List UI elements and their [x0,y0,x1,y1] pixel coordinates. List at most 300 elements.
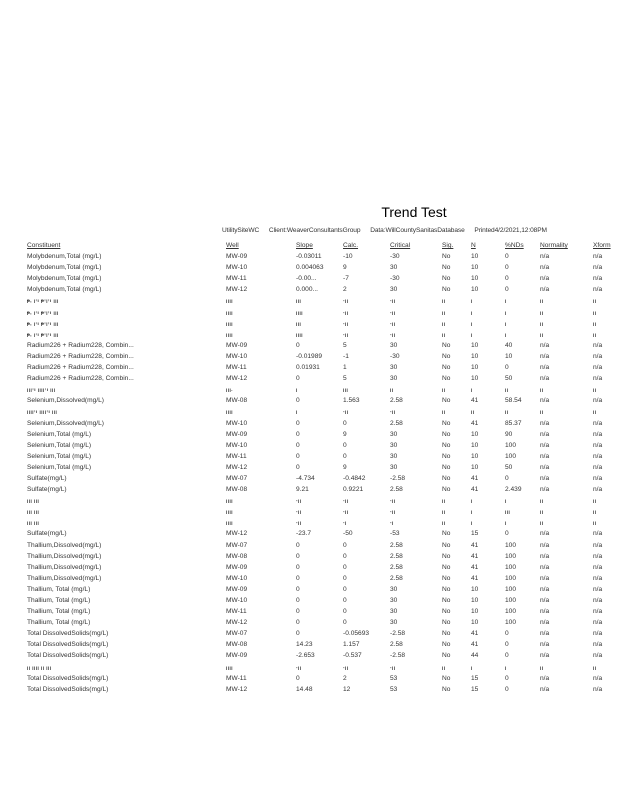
cell-sig: No [442,552,451,560]
cell-xform: ꞁꞁ [593,320,597,326]
cell-calc: 0.9221 [343,486,364,494]
cell-slope: 0 [296,552,300,560]
cell-sig: No [442,264,451,272]
cell-xform: n/a [593,430,603,438]
cell-sig: No [442,486,451,494]
cell-n: 41 [471,541,479,549]
cell-n: ꞁ [471,298,473,304]
column-header-well: Well [226,242,239,249]
cell-n: 10 [471,608,479,616]
cell-critical: 30 [390,619,398,627]
cell-critical: -ꞁꞁ [390,331,396,337]
cell-constituent: Total DissolvedSolids(mg/L) [27,674,109,682]
cell-slope: ꞁꞁꞁꞁ [296,331,304,337]
cell-well: MW-09 [226,430,248,438]
cell-slope: 0.000... [296,286,318,294]
cell-normality: n/a [540,286,550,294]
cell-constituent: Thallium,Dissolved(mg/L) [27,552,102,560]
cell-sig: No [442,608,451,616]
cell-well: MW-12 [226,619,248,627]
cell-constituent: Molybdenum,Total (mg/L) [27,275,102,283]
cell-pct-nds: 100 [505,597,517,604]
cell-normality: n/a [540,452,550,460]
cell-xform: n/a [593,474,603,482]
cell-pct-nds: ꞁ [505,498,507,504]
table-row [27,295,617,306]
cell-well: MW-11 [226,364,247,372]
cell-pct-nds: 100 [505,452,517,460]
table-row [27,362,617,373]
table-row [27,418,617,429]
table-row [27,684,617,695]
cell-critical: -ꞁꞁ [390,320,396,326]
cell-sig: ꞁꞁ [442,509,446,515]
table-row [27,628,617,639]
cell-well: MW-10 [226,441,248,449]
cell-n: 41 [471,641,479,649]
table-header [27,240,617,251]
cell-critical: -53 [390,530,400,538]
cell-calc: -ꞁꞁ [343,331,349,337]
cell-slope: 0 [296,463,300,471]
cell-normality: n/a [540,474,550,482]
cell-pct-nds: 100 [505,574,517,582]
table-row [27,551,617,562]
cell-calc: 9 [343,430,347,438]
cell-xform: n/a [593,630,603,638]
cell-critical: 30 [390,608,398,616]
cell-calc: -0.537 [343,652,362,660]
cell-constituent: Thallium,Dissolved(mg/L) [27,541,102,549]
cell-calc: -50 [343,530,353,538]
cell-well: MW-11 [226,608,247,616]
cell-critical: 30 [390,364,398,372]
cell-well: MW-07 [226,541,248,549]
cell-n: 10 [471,253,479,261]
cell-constituent: ꞁꞁꞁ꞉ı ꞁꞁꞁꞁ꞉ı ꞁꞁꞁ [27,387,56,393]
cell-constituent: Selenium,Dissolved(mg/L) [27,419,104,427]
cell-well: MW-12 [226,685,248,693]
cell-well: ꞁꞁꞁꞁ [226,309,234,315]
cell-sig: No [442,441,451,449]
cell-calc: 0 [343,585,347,593]
cell-well: MW-11 [226,275,247,283]
cell-normality: n/a [540,375,550,383]
cell-sig: No [442,474,451,482]
cell-xform: n/a [593,563,603,571]
cell-normality: n/a [540,685,550,693]
cell-pct-nds: 50 [505,375,513,383]
cell-constituent: Thallium,Dissolved(mg/L) [27,563,102,571]
cell-xform: n/a [593,253,603,261]
cell-constituent: Thallium,Dissolved(mg/L) [27,574,102,582]
cell-xform: n/a [593,585,603,593]
cell-constituent: Sulfate(mg/L) [27,530,67,538]
cell-n: 41 [471,486,479,494]
cell-calc: 2 [343,674,347,682]
cell-slope: -0.03011 [296,253,322,261]
cell-n: 41 [471,397,479,405]
cell-n: 44 [471,652,479,660]
cell-well: MW-10 [226,597,248,604]
cell-pct-nds: ꞁ [505,664,507,670]
cell-xform: n/a [593,452,603,460]
cell-constituent: Radium226 + Radium228, Combin... [27,375,134,383]
cell-calc: -ꞁꞁ [343,309,349,315]
cell-calc: -10 [343,253,353,261]
cell-pct-nds: 100 [505,619,517,627]
cell-slope: 0 [296,630,300,638]
cell-constituent: ꞁꞁꞁ ꞁꞁꞁ [27,498,40,504]
cell-constituent: Selenium,Total (mg/L) [27,441,92,449]
table-row [27,517,617,528]
cell-normality: n/a [540,253,550,261]
cell-normality: n/a [540,486,550,494]
cell-normality: n/a [540,264,550,272]
cell-normality: n/a [540,341,550,349]
cell-pct-nds: 0 [505,286,509,294]
cell-xform: n/a [593,264,603,272]
cell-normality: ꞁꞁ [540,664,544,670]
cell-pct-nds: 0 [505,264,509,272]
cell-well: MW-09 [226,341,248,349]
cell-well: MW-10 [226,264,248,272]
cell-normality: ꞁꞁ [540,309,544,315]
cell-critical: 30 [390,597,398,604]
table-row [27,307,617,318]
cell-xform: n/a [593,608,603,616]
cell-xform: n/a [593,441,603,449]
table-row [27,273,617,284]
cell-slope: 14.23 [296,641,313,649]
cell-sig: ꞁꞁ [442,664,446,670]
column-header-slope: Slope [296,242,313,249]
cell-xform: ꞁꞁ [593,309,597,315]
cell-slope: -2.653 [296,652,315,660]
cell-pct-nds: 58.54 [505,397,522,405]
cell-calc: 0 [343,541,347,549]
cell-xform: n/a [593,352,603,360]
cell-sig: ꞁꞁ [442,320,446,326]
cell-sig: ꞁꞁ [442,298,446,304]
cell-critical: 2.58 [390,419,403,427]
cell-critical: -ꞁꞁ [390,409,396,415]
cell-constituent: Selenium,Total (mg/L) [27,463,92,471]
cell-slope: -ꞁꞁ [296,520,302,526]
cell-n: 10 [471,375,479,383]
cell-calc: -7 [343,275,349,283]
cell-constituent: Molybdenum,Total (mg/L) [27,264,102,272]
table-row [27,429,617,440]
cell-calc: 2 [343,286,347,294]
cell-slope: 0 [296,441,300,449]
cell-calc: 0 [343,441,347,449]
table-row [27,506,617,517]
table-row [27,473,617,484]
cell-well: ꞁꞁꞁꞁ [226,320,234,326]
cell-well: MW-07 [226,474,248,482]
cell-slope: 0 [296,452,300,460]
cell-xform: ꞁꞁ [593,387,597,393]
cell-well: ꞁꞁꞁꞁ [226,520,234,526]
cell-slope: 0 [296,608,300,616]
cell-well: MW-10 [226,574,248,582]
cell-pct-nds: 0 [505,364,509,372]
cell-xform: n/a [593,652,603,660]
cell-xform: n/a [593,364,603,372]
cell-sig: No [442,597,451,604]
cell-n: ꞁ [471,664,473,670]
cell-pct-nds: ꞁ [505,298,507,304]
cell-sig: No [442,352,451,360]
cell-normality: n/a [540,641,550,649]
cell-n: 10 [471,441,479,449]
table-row [27,462,617,473]
cell-slope: ꞁ [296,387,298,393]
cell-pct-nds: 0 [505,530,509,538]
table-row [27,451,617,462]
cell-normality: n/a [540,541,550,549]
cell-calc: 0 [343,552,347,560]
cell-normality: n/a [540,674,550,682]
cell-pct-nds: 90 [505,430,513,438]
cell-slope: 0 [296,597,300,604]
cell-n: 10 [471,264,479,272]
cell-calc: 12 [343,685,351,693]
cell-normality: ꞁꞁ [540,409,544,415]
cell-well: ꞁꞁꞁꞁ [226,498,234,504]
cell-calc: 5 [343,341,347,349]
cell-critical: 53 [390,685,398,693]
cell-xform: ꞁꞁ [593,409,597,415]
cell-slope: 0 [296,674,300,682]
cell-critical: 2.58 [390,552,403,560]
cell-n: 41 [471,574,479,582]
cell-sig: No [442,585,451,593]
cell-sig: No [442,375,451,383]
cell-normality: n/a [540,552,550,560]
cell-constituent: Radium226 + Radium228, Combin... [27,352,134,360]
cell-slope: 0 [296,419,300,427]
cell-xform: n/a [593,397,603,405]
cell-sig: No [442,574,451,582]
cell-well: MW-09 [226,585,248,593]
cell-pct-nds: 0 [505,685,509,693]
cell-n: 41 [471,630,479,638]
cell-n: ꞁ [471,509,473,515]
cell-pct-nds: 0 [505,253,509,261]
table-row [27,284,617,295]
cell-calc: -0.05693 [343,630,370,638]
cell-critical: -30 [390,275,400,283]
cell-pct-nds: 0 [505,474,509,482]
cell-slope: 9.21 [296,486,309,494]
table-row [27,340,617,351]
cell-constituent: Total DissolvedSolids(mg/L) [27,685,109,693]
cell-sig: No [442,674,451,682]
cell-xform: ꞁꞁ [593,520,597,526]
cell-normality: n/a [540,630,550,638]
cell-calc: 0 [343,619,347,627]
cell-n: 10 [471,275,479,283]
cell-critical: -30 [390,253,400,261]
table-row [27,584,617,595]
table-row [27,318,617,329]
cell-normality: ꞁꞁ [540,298,544,304]
cell-normality: n/a [540,364,550,372]
cell-slope: 0 [296,541,300,549]
cell-pct-nds: 50 [505,463,513,471]
cell-calc: 9 [343,463,347,471]
column-header-pct-nds: %NDs [505,242,524,249]
cell-n: 10 [471,352,479,360]
cell-xform: ꞁꞁ [593,331,597,337]
cell-xform: n/a [593,286,603,294]
cell-slope: ꞁ [296,409,298,415]
client-label: Client:WeaverConsultantsGroup [268,227,361,234]
cell-slope: 0 [296,563,300,571]
cell-well: MW-08 [226,486,248,494]
cell-xform: n/a [593,552,603,560]
cell-normality: ꞁꞁ [540,498,544,504]
cell-slope: -4.734 [296,474,315,482]
cell-pct-nds: 100 [505,608,517,616]
cell-sig: No [442,685,451,693]
cell-pct-nds: 0 [505,630,509,638]
cell-well: MW-08 [226,397,248,405]
cell-pct-nds: 40 [505,341,513,349]
cell-critical: 30 [390,341,398,349]
cell-n: ꞁ [471,309,473,315]
table-row [27,373,617,384]
cell-constituent: Selenium,Dissolved(mg/L) [27,397,104,405]
cell-normality: n/a [540,574,550,582]
cell-pct-nds: 2.439 [505,486,522,494]
cell-pct-nds: ꞁ [505,331,507,337]
cell-calc: 1.157 [343,641,360,649]
table-row [27,262,617,273]
site-label: UtilitySiteWC [222,227,260,234]
table-row [27,384,617,395]
cell-normality: ꞁꞁ [540,320,544,326]
cell-critical: 30 [390,585,398,593]
cell-slope: ꞁꞁꞁ [296,320,302,326]
table-row [27,562,617,573]
table-body [27,251,617,695]
cell-pct-nds: ꞁꞁ [505,409,509,415]
cell-critical: 30 [390,375,398,383]
cell-well: MW-08 [226,552,248,560]
cell-critical: 30 [390,463,398,471]
cell-sig: No [442,541,451,549]
cell-sig: No [442,341,451,349]
cell-slope: -0.00... [296,275,317,283]
cell-constituent: Molybdenum,Total (mg/L) [27,253,102,261]
cell-xform: ꞁꞁ [593,509,597,515]
report-title: Trend Test [381,204,447,220]
cell-n: 10 [471,585,479,593]
cell-constituent: Radium226 + Radium228, Combin... [27,364,134,372]
cell-slope: 0 [296,585,300,593]
cell-calc: -ꞁꞁ [343,409,349,415]
cell-pct-nds: ꞁ [505,309,507,315]
cell-well: ꞁꞁꞁꞁ [226,509,234,515]
table-row [27,540,617,551]
cell-well: MW-09 [226,253,248,261]
cell-critical: -ꞁꞁ [390,498,396,504]
cell-slope: 0.01931 [296,364,320,372]
cell-well: ꞁꞁꞁꞁ [226,409,234,415]
cell-xform: n/a [593,541,603,549]
cell-critical: -ꞁꞁ [390,509,396,515]
cell-pct-nds: ꞁ [505,520,507,526]
cell-sig: No [442,630,451,638]
cell-sig: No [442,364,451,372]
cell-xform: ꞁꞁ [593,664,597,670]
cell-well: MW-12 [226,530,248,538]
cell-critical: 30 [390,264,398,272]
cell-constituent: ꞁꞁꞁ ꞁꞁꞁ [27,509,40,515]
cell-calc: -ꞁꞁ [343,509,349,515]
cell-normality: ꞁꞁ [540,387,544,393]
cell-sig: No [442,430,451,438]
report-meta [222,227,555,234]
table-row [27,440,617,451]
cell-well: MW-10 [226,352,248,360]
cell-sig: ꞁꞁ [442,309,446,315]
cell-n: 10 [471,619,479,627]
cell-xform: n/a [593,641,603,649]
cell-sig: ꞁꞁ [442,331,446,337]
cell-n: 10 [471,452,479,460]
cell-critical: -ꞁꞁ [390,664,396,670]
cell-constituent: Radium226 + Radium228, Combin... [27,341,134,349]
table-row [27,329,617,340]
table-row [27,251,617,262]
cell-calc: 9 [343,264,347,272]
cell-constituent: Thallium, Total (mg/L) [27,597,91,604]
cell-critical: 30 [390,286,398,294]
cell-normality: n/a [540,597,550,604]
cell-constituent: Thallium, Total (mg/L) [27,608,91,616]
cell-sig: No [442,419,451,427]
cell-well: MW-12 [226,286,248,294]
cell-normality: n/a [540,463,550,471]
table-row [27,595,617,606]
column-header-constituent: Constituent [27,242,61,249]
cell-constituent: Thallium, Total (mg/L) [27,585,91,593]
column-header-calc: Calc. [343,242,359,249]
cell-critical: 2.58 [390,541,403,549]
cell-xform: n/a [593,275,603,283]
cell-well: MW-11 [226,452,247,460]
cell-sig: ꞁꞁ [442,498,446,504]
cell-sig: No [442,641,451,649]
column-header-n: N [471,242,476,249]
cell-well: MW-09 [226,652,248,660]
cell-well: MW-07 [226,630,248,638]
cell-critical: 30 [390,441,398,449]
cell-normality: ꞁꞁ [540,520,544,526]
table-row [27,351,617,362]
cell-xform: n/a [593,375,603,383]
cell-xform: n/a [593,486,603,494]
cell-normality: n/a [540,652,550,660]
cell-n: 41 [471,552,479,560]
cell-normality: n/a [540,275,550,283]
cell-well: ꞁꞁꞁꞁ [226,331,234,337]
cell-sig: ꞁꞁ [442,387,446,393]
